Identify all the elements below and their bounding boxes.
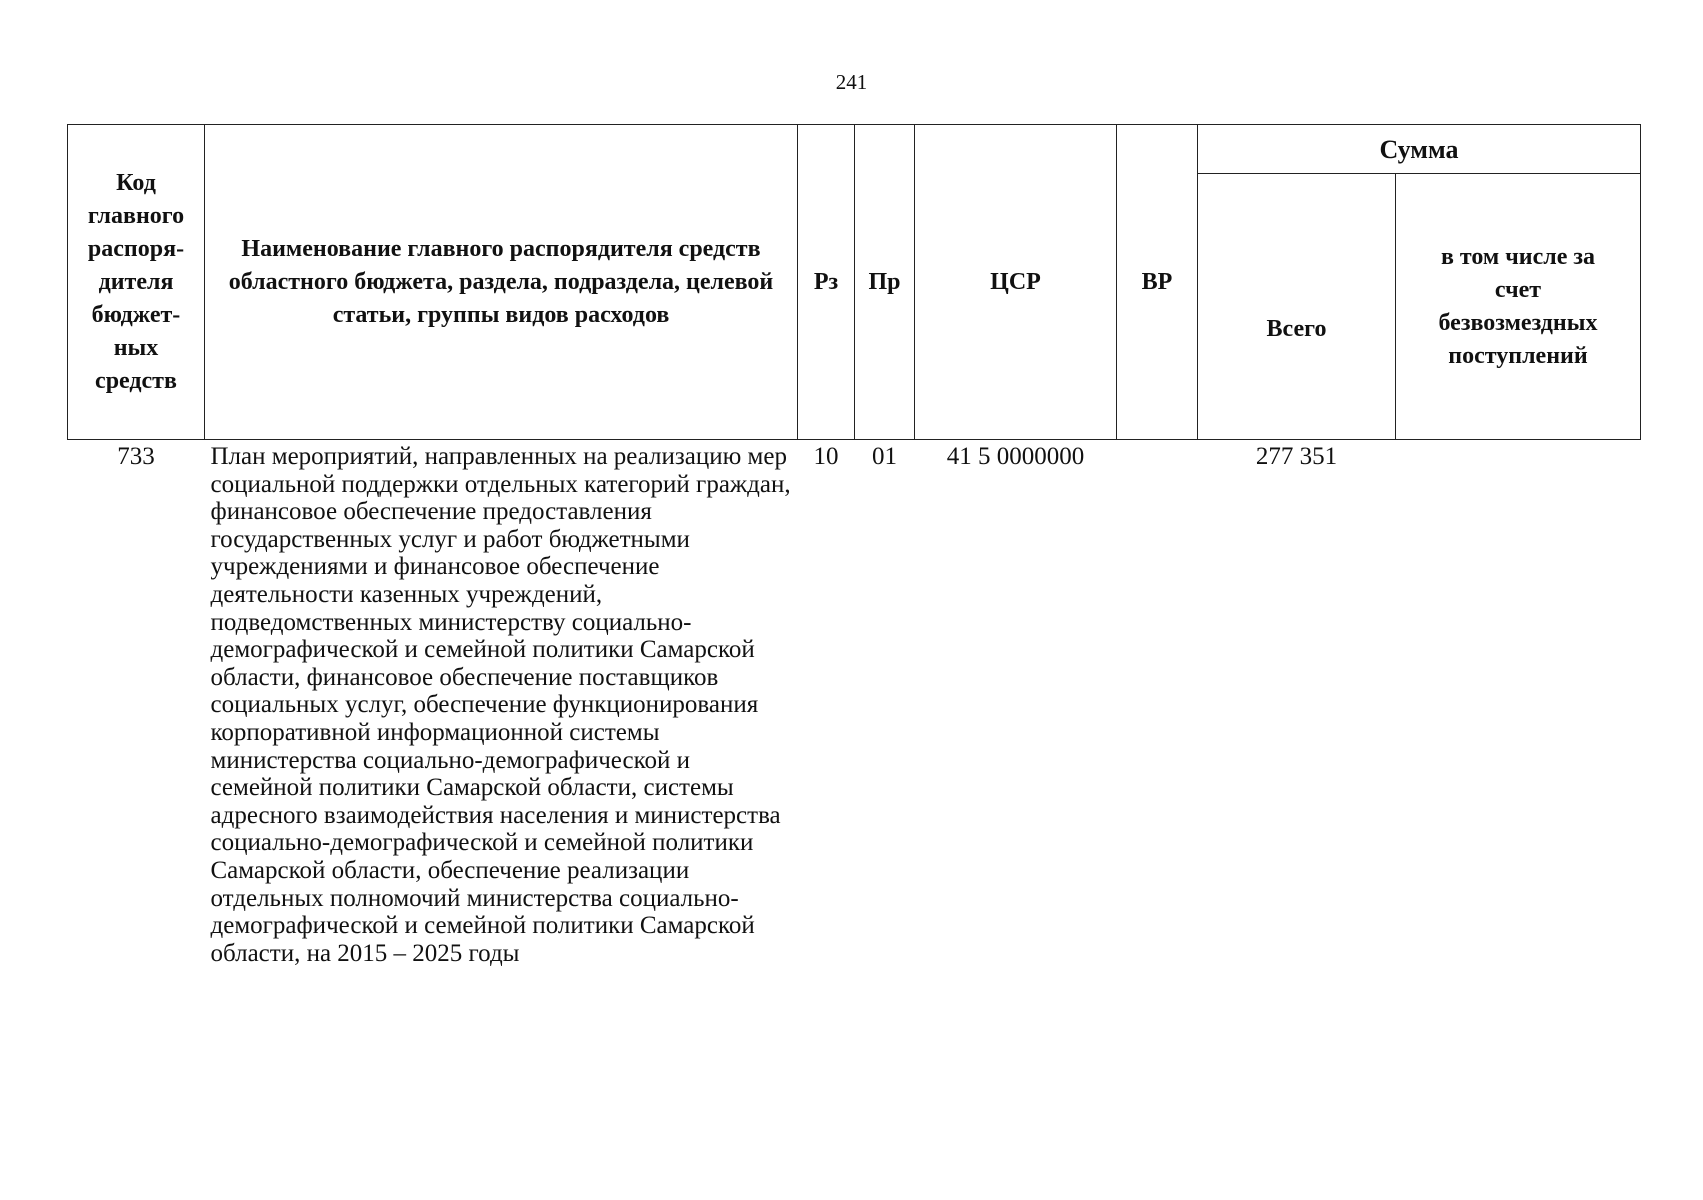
row-rz: 10 xyxy=(813,443,839,470)
budget-table xyxy=(67,124,1641,967)
header-name-text: Наименование главного распорядителя средств областного бюджета, раздела, подраздела, целевой статьи, группы видов расходов xyxy=(228,235,774,328)
row-total: 277 351 xyxy=(1255,443,1338,470)
header-pr: Пр xyxy=(855,125,915,440)
header-total xyxy=(1198,174,1396,440)
table-header xyxy=(68,125,1641,440)
header-vr: ВР xyxy=(1117,125,1198,440)
header-name xyxy=(205,125,798,440)
row-pr: 01 xyxy=(872,443,897,470)
header-code-text: Код главного распоря-дителя бюджет-ных средств xyxy=(87,169,185,394)
header-code xyxy=(68,125,205,440)
row-name: План мероприятий, направленных на реализацию мер социальной поддержки отдельных категорий граждан, финансовое обеспечение предоставления государственных услуг и работ бюджетными учреждениями и финансовое обеспечение деятельности казенных учреждений, подведомственных министерству социально-демографической и семейной политики Самарской области, финансовое обеспечение поставщиков социальных услуг, обеспечение функционирования корпоративной информационной системы министерства социально-демографической и семейной политики Самарской области, системы адресного взаимодействия населения и министерства социально-демографической и семейной политики Самарской области, обеспечение реализации отдельных полномочий министерства социально-демографической и семейной политики Самарской области, на 2015 – 2025 годы xyxy=(210,443,791,967)
row-csr: 41 5 0000000 xyxy=(946,443,1085,470)
table-row xyxy=(68,440,1641,968)
header-rz: Рз xyxy=(798,125,855,440)
table-body xyxy=(68,440,1641,968)
header-total-text: Всего xyxy=(1266,316,1327,342)
page-number: 241 xyxy=(835,70,868,94)
header-csr: ЦСР xyxy=(915,125,1117,440)
row-vr xyxy=(1117,440,1198,968)
header-free-receipts xyxy=(1396,174,1641,440)
row-free-receipts xyxy=(1396,440,1641,968)
header-sum: Сумма xyxy=(1198,125,1641,174)
row-code: 733 xyxy=(117,443,155,470)
header-free-receipts-text: в том числе за счет безвозмездных поступлений xyxy=(1438,243,1598,369)
